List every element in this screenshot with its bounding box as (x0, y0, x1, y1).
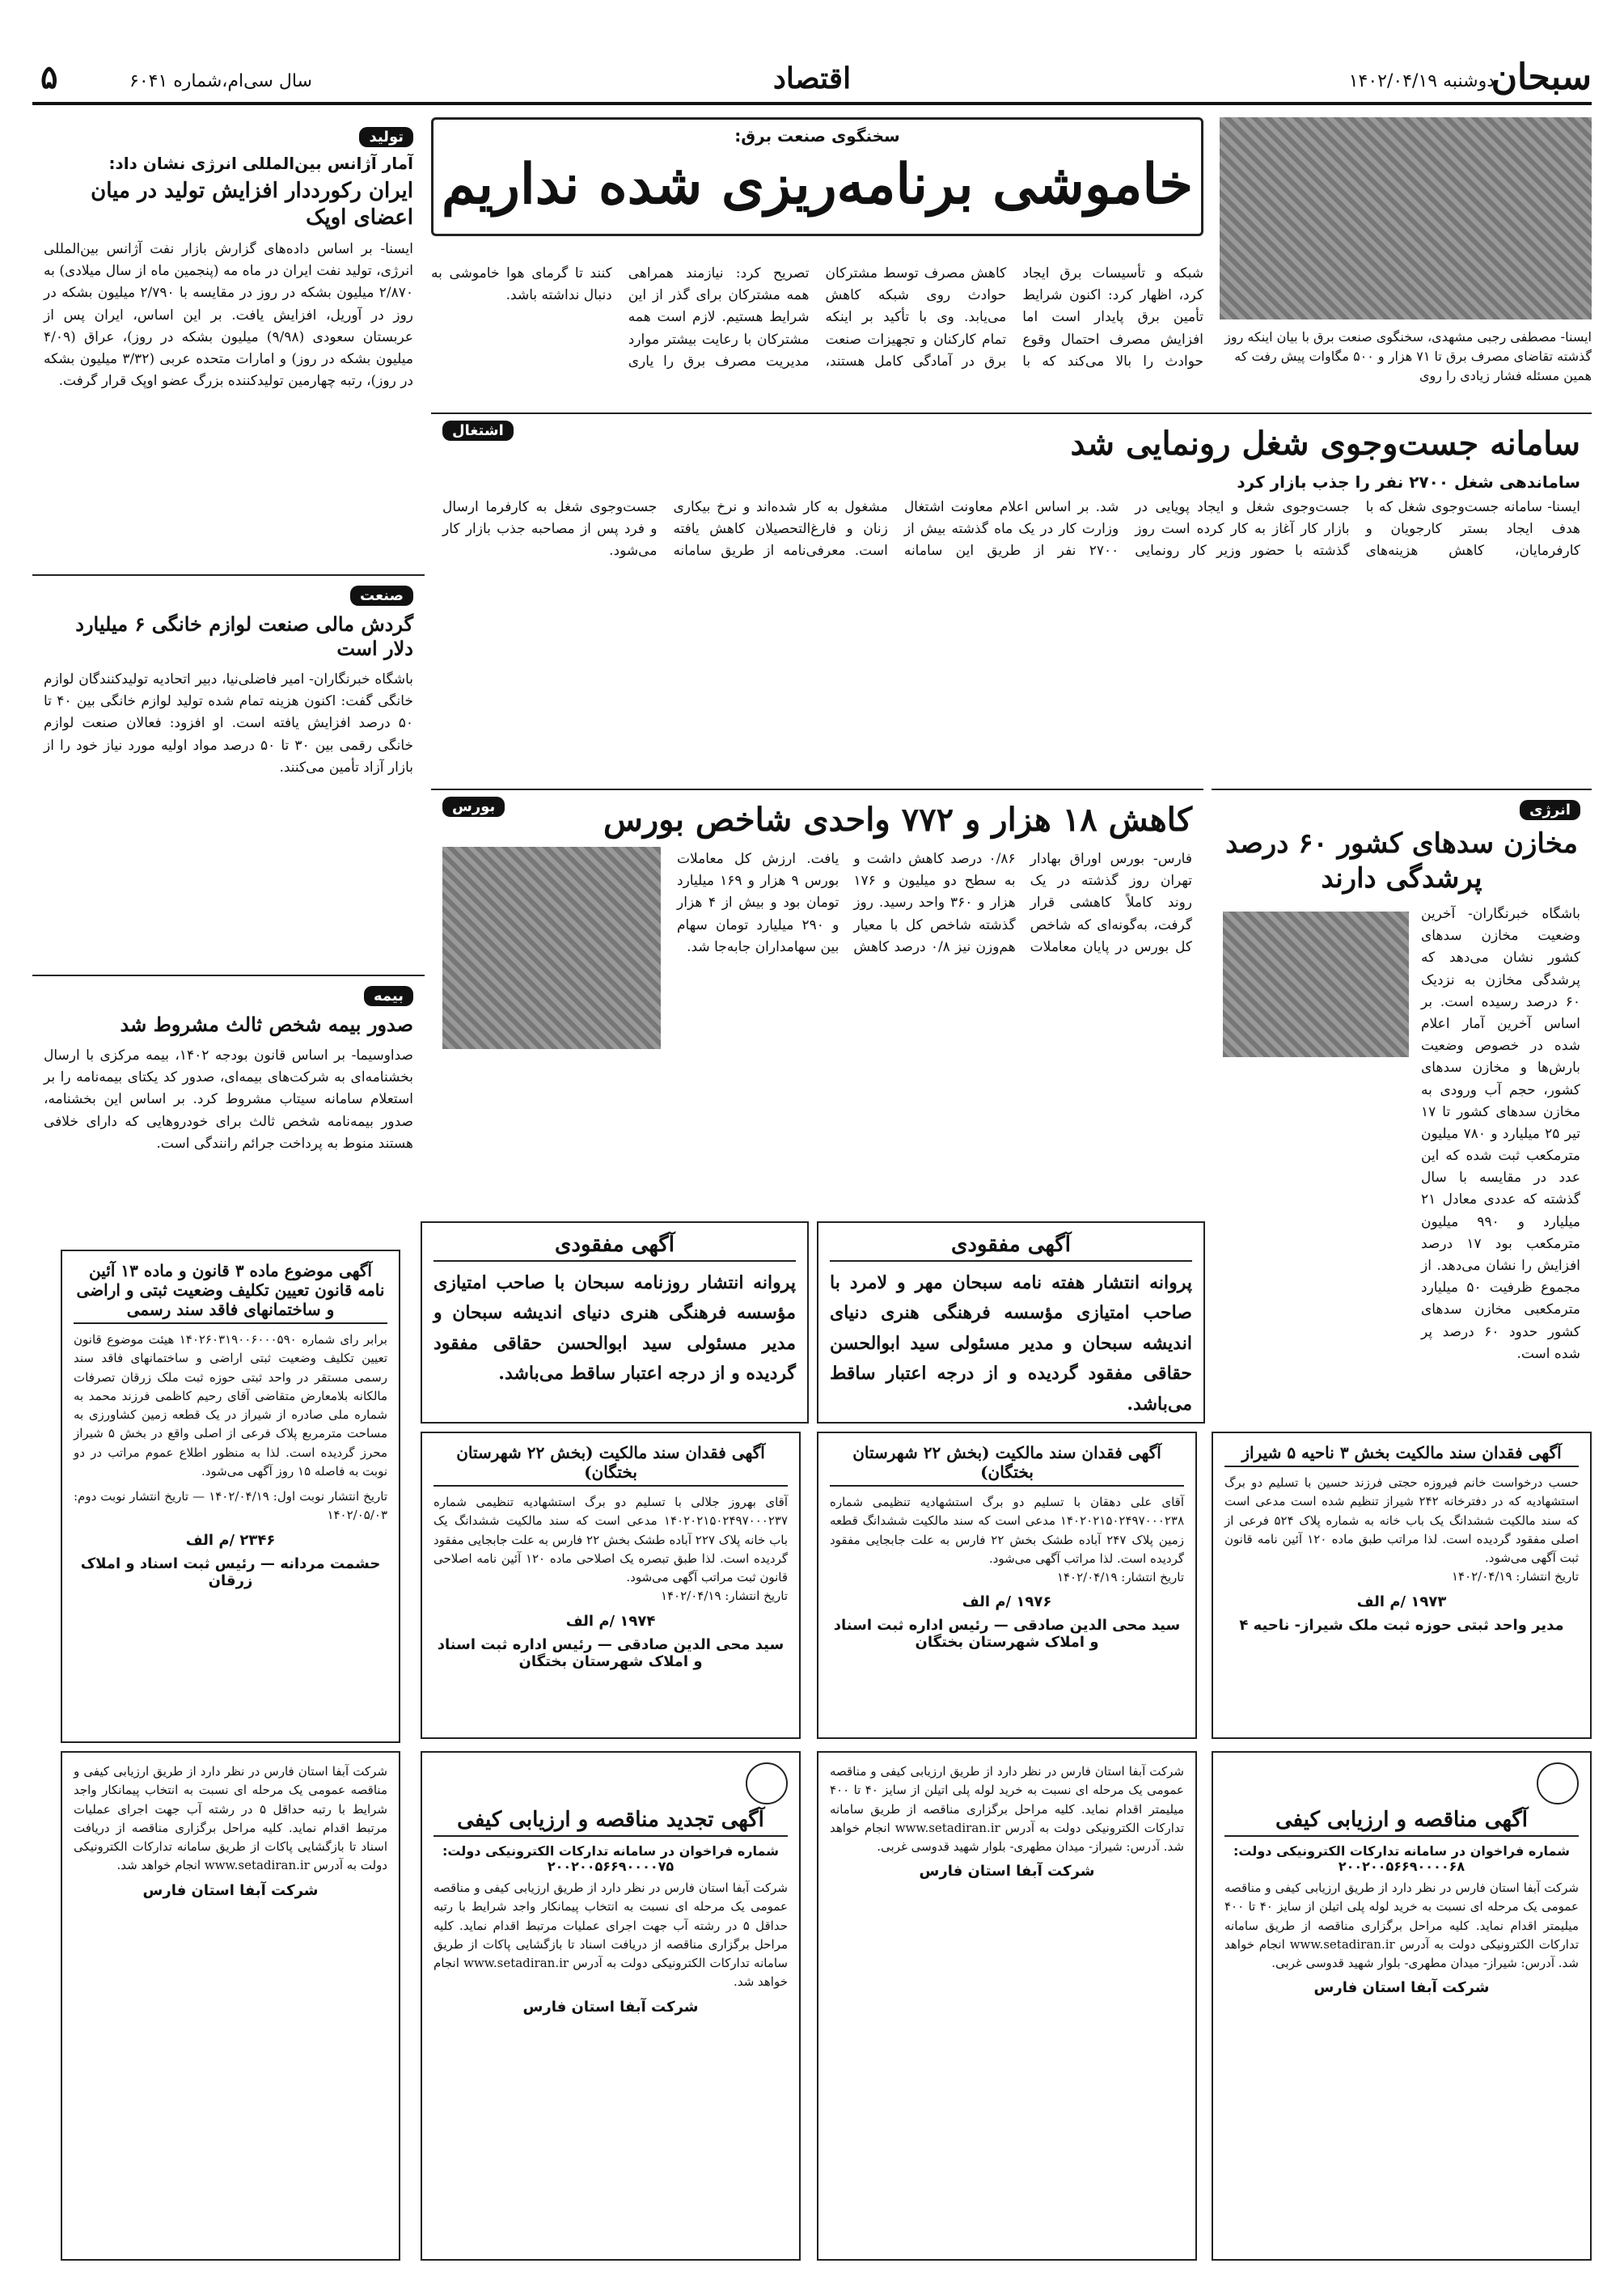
tender-ad-7-continuation (61, 1751, 400, 2261)
issue-number: سال سی‌ام،شماره ۶۰۴۱ (129, 71, 312, 91)
jobs-body: ایسنا- سامانه جست‌وجوی شغل که با هدف ایجاد بستر کارجویان و کارفرمایان، کاهش هزینه‌های جست‌وجوی شغل و ایجاد پویایی در بازار کار آغاز به کار کرده است روز گذشته با حضور وزیر کار رونمایی شد. بر اساس اعلام معاونت اشتغال وزارت کار در یک ماه گذشته بیش از ۲۷۰۰ نفر از طریق این سامانه مشغول به کار شده‌اند و نرخ بیکاری زنان و فارغ‌التحصیلان کاهش یافته است. معرفی‌نامه از طریق سامانه جست‌وجوی شغل به کارفرما ارسال و فرد پس از مصاحبه جذب بازار کار می‌شود. (442, 499, 1580, 560)
appliance-headline: گردش مالی صنعت لوازم خانگی ۶ میلیارد دلار است (75, 612, 413, 660)
ad-code: ۱۹۷۶ /م الف (962, 1593, 1052, 1611)
ad-signature: سید محی الدین صادقی — رئیس اداره ثبت اسناد و املاک شهرستان بختگان (437, 1635, 785, 1670)
ad-dates: تاریخ انتشار: ۱۴۰۲/۰۴/۱۹ (1056, 1570, 1184, 1584)
section-tag: اشتغال (442, 421, 514, 441)
ad-code: ۲۳۴۶ /م الف (185, 1531, 276, 1549)
ad-code: ۱۹۷۴ /م الف (565, 1612, 656, 1630)
ad-title: آگهی فقدان سند مالکیت (بخش ۲۲ شهرستان بختگان) (433, 1443, 788, 1487)
appliance-article (32, 574, 425, 971)
stock-headline: کاهش ۱۸ هزار و ۷۷۲ واحدی شاخص بورس (603, 801, 1192, 839)
ad-title: آگهی فقدان سند مالکیت بخش ۳ ناحیه ۵ شیراز (1224, 1443, 1579, 1467)
ad-signature: سید محی الدین صادقی — رئیس اداره ثبت اسناد و املاک شهرستان بختگان (833, 1617, 1181, 1652)
abfa-logo-icon (1537, 1762, 1579, 1804)
ad-signature: مدیر واحد ثبتی حوزه ثبت ملک شیراز- ناحیه ۴ (1239, 1616, 1564, 1634)
section-tag: بورس (442, 797, 505, 817)
deed-lost-ad-6 (1212, 1432, 1592, 1739)
ad-body: شرکت آبفا استان فارس در نظر دارد از طریق ارزیابی کیفی و مناقصه عمومی یک مرحله ای نسبت به انتخاب پیمانکار واجد شرایط با رتبه حداقل ۵ در رشته آب جهت اجرای عملیات مرتبط اقدام نماید. کلیه مراحل برگزاری مناقصه از دریافت اسناد تا بازگشایی پاکات از طریق سامانه تدارکات الکترونیکی دولت به آدرس www.setadiran.ir انجام خواهد شد. (433, 1881, 789, 1990)
ad-subtitle: شماره فراخوان در سامانه تدارکات الکترونیکی دولت: ۲۰۰۲۰۰۵۶۶۹۰۰۰۰۶۸ (1233, 1843, 1571, 1874)
ad-body: آقای علی دهقان با تسلیم دو برگ استشهادیه تنظیمی شماره ۱۴۰۲۰۲۱۵۰۲۴۹۷۰۰۰۲۳۸ مدعی است که سند مالکیت ششدانگ قطعه زمین پلاک ۲۴۷ آباده طشک بخش ۲۲ فارس به علت جابجایی مفقود گردیده است. لذا مراتب آگهی می‌شود. (830, 1495, 1184, 1566)
section-tag: بیمه (364, 986, 413, 1006)
lead-body: شبکه و تأسیسات برق ایجاد کرد، اظهار کرد: اکنون شرایط تأمین برق پایدار است اما افزایش مصرف احتمال وقوع حوادث را بالا می‌کند که با کاهش مصرف توسط مشترکان حوادث روی شبکه کاهش می‌یابد. وی با تأکید بر اینکه تمام کارکنان و تجهیزات صنعت برق در آمادگی کامل هستند، تصریح کرد: نیازمند همراهی همه مشترکان برای گذر از این شرایط هستیم. لازم است همه مشترکان با رعایت بیشتر موارد مدیریت مصرف برق را یاری کنند تا گرمای هوا خاموشی به دنبال نداشته باشد. (431, 265, 1203, 370)
issue-date: دوشنبه ۱۴۰۲/۰۴/۱۹ (1348, 71, 1495, 91)
abfa-logo-icon (746, 1762, 788, 1804)
page-number: ۵ (40, 58, 58, 96)
opec-headline: ایران رکورددار افزایش تولید در میان اعضای اوپک (91, 179, 413, 230)
tender-ad-8 (1212, 1751, 1592, 2261)
opec-article (32, 117, 425, 570)
section-tag: تولید (359, 127, 413, 147)
newspaper-logo: سبحان (1491, 57, 1592, 98)
ad-signature: شرکت آبفا استان فارس (1313, 1979, 1490, 1997)
ad-body: پروانه انتشار روزنامه سبحان با صاحب امتیازی مؤسسه فرهنگی هنری دنیای اندیشه سبحان و مدیر مسئولی سید ابوالحسن حقاقی مفقود گردیده و از درجه اعتبار ساقط می‌باشد. (433, 1272, 796, 1385)
dams-photo (1223, 912, 1409, 1057)
appliance-body: باشگاه خبرنگاران- امیر فاضلی‌نیا، دبیر اتحادیه تولیدکنندگان لوازم خانگی گفت: اکنون هزینه تمام شده تولید لوازم خانگی بین ۴۰ تا ۵۰ درصد افزایش یافته است. او افزود: فعالان صنعت لوازم خانگی رقمی بین ۳۰ تا ۵۰ درصد مواد اولیه مورد نیاز خود را از بازار آزاد تأمین می‌کنند. (44, 671, 414, 776)
opec-kicker: آمار آژانس بین‌المللی انرژی نشان داد: (108, 154, 413, 173)
dams-headline: مخازن سدهای کشور ۶۰ درصد پرشدگی دارند (1225, 827, 1578, 895)
opec-body: ایسنا- بر اساس داده‌های گزارش بازار نفت آژانس بین‌المللی انرژی، تولید نفت ایران در ماه مه (پنجمین ماه از سال میلادی) به ۲/۸۷۰ میلیون بشکه در روز در مقایسه با ۲/۷۹۰ میلیون بشکه در روز در آوریل، افزایش یافت. بر این اساس، ایران پس از عربستان سعودی (۹/۹۸) میلیون بشکه در روز)، عراق (۴/۰۹ میلیون بشکه در روز) و امارات متحده عربی (۳/۳۲ میلیون بشکه در روز)، رتبه چهارمین تولیدکننده بزرگ عضو اوپک قرار گرفت. (44, 241, 414, 390)
ad-dates: تاریخ انتشار نوبت اول: ۱۴۰۲/۰۴/۱۹ — تاریخ انتشار نوبت دوم: ۱۴۰۲/۰۵/۰۳ (74, 1489, 387, 1523)
ad-title: آگهی موضوع ماده ۳ قانون و ماده ۱۳ آئین نامه قانون تعیین تکلیف وضعیت ثبتی و اراضی و ساختمانهای فاقد سند رسمی (74, 1261, 387, 1324)
tender-ad-7 (421, 1751, 801, 2261)
section-tag: انرژی (1520, 800, 1580, 820)
ad-code: ۱۹۷۳ /م الف (1356, 1593, 1447, 1610)
ad-body: آقای بهروز جلالی با تسلیم دو برگ استشهادیه تنظیمی شماره ۱۴۰۲۰۲۱۵۰۲۴۹۷۰۰۰۲۳۷ مدعی است که سند مالکیت ششدانگ یک باب خانه پلاک ۲۲۷ آباده طشک بخش ۲۲ فارس به علت جابجایی مفقود گردیده است. لذا طبق تبصره یک اصلاحی ماده ۱۲۰ آئین نامه اصلاحی قانون ثبت مراتب آگهی می‌شود. (433, 1495, 789, 1584)
ad-title: آگهی مفقودی (433, 1233, 796, 1262)
deed-lost-ad-4 (421, 1432, 801, 1739)
insurance-article (32, 975, 425, 1217)
insurance-headline: صدور بیمه شخص ثالث مشروط شد (120, 1013, 413, 1036)
ad-signature: شرکت آبفا استان فارس (919, 1863, 1095, 1881)
section-tag: صنعت (350, 586, 413, 606)
insurance-body: صداوسیما- بر اساس قانون بودجه ۱۴۰۲، بیمه مرکزی با ارسال بخشنامه‌ای به شرکت‌های بیمه‌ای، صدور کد یکتای بیمه‌نامه را بر استعلام سامانه سیتاب مشروط کرد. بر اساس این بخشنامه، صدور بیمه‌نامه شخص ثالث برای خودروهایی که دارای خلافی هستند منوط به پرداخت جرائم رانندگی است. (44, 1047, 413, 1152)
tender-continuation (817, 1751, 1197, 2261)
jobs-subhead: ساماندهی شغل ۲۷۰۰ نفر را جذب بازار کرد (1237, 472, 1580, 492)
ad-subtitle: شماره فراخوان در سامانه تدارکات الکترونیکی دولت: ۲۰۰۲۰۰۵۶۶۹۰۰۰۰۷۵ (442, 1843, 780, 1874)
jobs-headline: سامانه جست‌وجوی شغل رونمایی شد (1070, 425, 1580, 463)
ad-title: آگهی مفقودی (830, 1233, 1192, 1262)
section-title: اقتصاد (772, 61, 852, 95)
ad-body: حسب درخواست خانم فیروزه حجتی فرزند حسین با تسلیم دو برگ استشهادیه که در دفترخانه ۲۴۲ شیراز تنظیم شده است مدعی است که سند مالکیت ششدانگ یک باب خانه به شماره پلاک ۵۲۴ فرعی از اصلی مفقود گردیده است. لذا مراتب طبق ماده ۱۲۰ آئین نامه قانون ثبت آگهی می‌شود. (1224, 1475, 1579, 1565)
stock-article (431, 789, 1203, 1242)
jobs-article (431, 412, 1592, 785)
dams-body: باشگاه خبرنگاران- آخرین وضعیت مخازن سدهای کشور نشان می‌دهد که پرشدگی مخازن به نزدیک ۶۰ درصد رسیده است. بر اساس آخرین آمار اعلام شده در خصوص وضعیت بارش‌ها و مخازن سدهای کشور، حجم آب ورودی به مخازن سدهای کشور تا ۱۷ تیر ۲۵ میلیارد و ۷۸۰ میلیون مترمکعب ثبت شده که این عدد در مقایسه با سال گذشته که عددی معادل ۲۱ میلیارد و ۹۹۰ میلیون مترمکعب بود ۱۷ درصد افزایش را نشان می‌دهد. از مجموع ظرفیت ۵۰ میلیارد مترمکعبی مخازن سدهای کشور حدود ۶۰ درصد پر شده است. (1421, 906, 1580, 1362)
ad-title: آگهی فقدان سند مالکیت (بخش ۲۲ شهرستان بختگان) (830, 1443, 1184, 1487)
lost-license-ad-2 (421, 1221, 809, 1424)
lead-kicker: سخنگوی صنعت برق: (734, 126, 900, 146)
ad-title: آگهی تجدید مناقصه و ارزیابی کیفی (433, 1808, 788, 1837)
ad-dates: تاریخ انتشار: ۱۴۰۲/۰۴/۱۹ (660, 1589, 788, 1604)
stock-chart-photo (442, 847, 661, 1049)
masthead (32, 57, 1592, 105)
notice-ad-3 (61, 1250, 400, 1743)
lead-headline: خاموشی برنامه‌ریزی شده نداریم (441, 152, 1194, 217)
lead-photo-caption: ایسنا- مصطفی رجبی مشهدی، سخنگوی صنعت برق با بیان اینکه روز گذشته تقاضای مصرف برق تا ۷۱ هزار و ۵۰۰ مگاوات پیش رفت که همین مسئله فشار زیادی را روی (1224, 329, 1592, 383)
deed-lost-ad-5 (817, 1432, 1197, 1739)
ad-title: آگهی مناقصه و ارزیابی کیفی (1224, 1808, 1579, 1837)
ad-signature: شرکت آبفا استان فارس (522, 1998, 699, 2016)
ad-body: شرکت آبفا استان فارس در نظر دارد از طریق ارزیابی کیفی و مناقصه عمومی یک مرحله ای نسبت به خرید لوله پلی اتیلن از سایز ۴۰ تا ۴۰۰ میلیمتر اقدام نماید. کلیه مراحل برگزاری مناقصه از طریق سامانه تدارکات الکترونیکی دولت به آدرس www.setadiran.ir انجام خواهد شد. آدرس: شیراز- میدان مطهری- بلوار شهید قدوسی غربی. (1224, 1881, 1579, 1970)
ad-dates: تاریخ انتشار: ۱۴۰۲/۰۴/۱۹ (1451, 1569, 1579, 1584)
ad-signature: حشمت مردانه — رئیس ثبت اسناد و املاک زرقان (80, 1555, 381, 1589)
stock-body: فارس- بورس اوراق بهادار تهران روز گذشته در یک روند کاملاً کاهشی قرار گرفت، به‌گونه‌ای که شاخص کل بورس در پایان معاملات ۰/۸۶ درصد کاهش داشت و به سطح دو میلیون و ۱۷۶ هزار و ۳۶۰ واحد رسید. روز گذشته شاخص کل با معیار هم‌وزن نیز ۰/۸ درصد کاهش یافت. ارزش کل معاملات بورس ۹ هزار و ۱۶۹ میلیارد تومان بود و بیش از ۴ هزار و ۲۹۰ میلیارد تومان سهام بین سهامداران جابه‌جا شد. (677, 851, 1192, 955)
ad-body: برابر رای شماره ۱۴۰۲۶۰۳۱۹۰۰۶۰۰۰۵۹۰ هیئت موضوع قانون تعیین تکلیف وضعیت ثبتی اراضی و ساختمانهای فاقد سند رسمی مستقر در واحد ثبتی حوزه ثبت ملک زرقان تصرفات مالکانه بلامعارض متقاضی آقای رحیم کاظمی فرزند محمد به شماره ملی صادره از شیراز در یک قطعه زمین کشاورزی به مساحت مترمربع پلاک فرعی از اصلی واقع در بخش ۵ شیراز محرز گردیده است. لذا به منظور اطلاع عموم مراتب در دو نوبت به فاصله ۱۵ روز آگهی می‌شود. (74, 1332, 387, 1479)
ad-body: شرکت آبفا استان فارس در نظر دارد از طریق ارزیابی کیفی و مناقصه عمومی یک مرحله ای نسبت به انتخاب پیمانکار واجد شرایط با رتبه حداقل ۵ در رشته آب جهت اجرای عملیات مرتبط اقدام نماید. کلیه مراحل برگزاری مناقصه از دریافت اسناد تا بازگشایی پاکات از طریق سامانه تدارکات الکترونیکی دولت به آدرس www.setadiran.ir انجام خواهد شد. (74, 1764, 387, 1873)
ad-signature: شرکت آبفا استان فارس (142, 1881, 319, 1899)
lost-license-ad-1 (817, 1221, 1205, 1424)
lead-article (431, 117, 1592, 408)
dams-article (1212, 789, 1592, 1362)
ad-body: شرکت آبفا استان فارس در نظر دارد از طریق ارزیابی کیفی و مناقصه عمومی یک مرحله ای نسبت به خرید لوله پلی اتیلن از سایز ۴۰ تا ۴۰۰ میلیمتر اقدام نماید. کلیه مراحل برگزاری مناقصه از طریق سامانه تدارکات الکترونیکی دولت به آدرس www.setadiran.ir انجام خواهد شد. آدرس: شیراز- میدان مطهری- بلوار شهید قدوسی غربی. (830, 1764, 1184, 1854)
lead-photo (1220, 117, 1592, 319)
ad-body: پروانه انتشار هفته نامه سبحان مهر و لامرد با صاحب امتیازی مؤسسه فرهنگی هنری دنیای اندیشه سبحان و مدیر مسئولی سید ابوالحسن حقاقی مفقود گردیده و از درجه اعتبار ساقط می‌باشد. (830, 1272, 1192, 1415)
